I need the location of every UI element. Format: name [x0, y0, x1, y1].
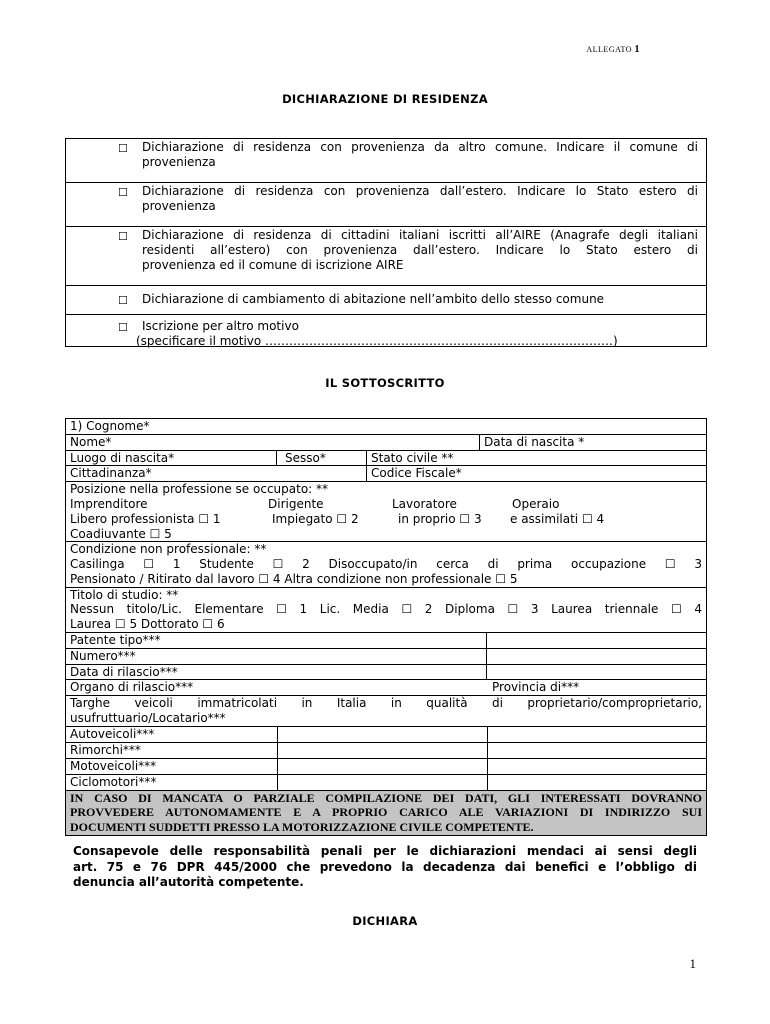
titolo-options-row[interactable]: Nessun titolo/Lic. Elementare ☐ 1 Lic. Media ☐ 2 Diploma ☐ 3 Laurea triennale ☐ 4	[70, 602, 702, 617]
form-row	[66, 419, 706, 435]
option-text: provenienza	[142, 199, 216, 213]
option-text: provenienza ed il comune di iscrizione AIRE	[142, 258, 404, 272]
condizione-options-row[interactable]: Casilinga ☐ 1 Studente ☐ 2 Disoccupato/in cerca di prima occupazione ☐ 3	[70, 556, 702, 571]
document-title: DICHIARAZIONE DI RESIDENZA	[282, 92, 488, 106]
options-table	[65, 138, 707, 347]
checkbox-icon[interactable]: ☐	[118, 230, 128, 243]
posizione-block	[66, 482, 706, 541]
autoveicoli-value-1[interactable]	[277, 727, 487, 742]
rimorchi-field[interactable]: Rimorchi***	[70, 742, 141, 757]
organo-rilascio-field[interactable]: Organo di rilascio***	[70, 680, 194, 695]
option-aire[interactable]	[66, 227, 706, 286]
warning-notice	[66, 791, 706, 835]
form-row-titolo	[66, 588, 706, 633]
form-row	[66, 466, 706, 482]
form-row	[66, 451, 706, 467]
warning-text: PROVVEDERE AUTONOMAMENTE E A PROPRIO CARICO ALE VARIAZIONI DI INDIRIZZO SUI	[70, 805, 702, 820]
warning-text: DOCUMENTI SUDDETTI PRESSO LA MOTORIZZAZIONE CIVILE COMPETENTE.	[70, 820, 534, 835]
checkbox-icon[interactable]: ☐	[118, 294, 128, 307]
cognome-field[interactable]: 1) Cognome*	[70, 419, 150, 433]
numero-field[interactable]: Numero***	[70, 648, 136, 663]
provincia-field[interactable]: Provincia di***	[492, 680, 580, 695]
condizione-options-row[interactable]: Pensionato / Ritirato dal lavoro ☐ 4 Altra condizione non professionale ☐ 5	[70, 571, 518, 586]
ciclomotori-value-1[interactable]	[277, 775, 487, 790]
declaration-paragraph	[73, 844, 697, 891]
motoveicoli-value-1[interactable]	[277, 759, 487, 774]
form-row	[66, 775, 706, 791]
targhe-block	[66, 696, 706, 726]
luogo-nascita-field[interactable]: Luogo di nascita*	[70, 450, 175, 465]
warning-text: IN CASO DI MANCATA O PARZIALE COMPILAZIONE DEI DATI, GLI INTERESSATI DOVRANNO	[70, 790, 702, 805]
option-text: Dichiarazione di cambiamento di abitazione nell’ambito dello stesso comune	[142, 292, 605, 306]
motoveicoli-value-2[interactable]	[487, 759, 706, 774]
targhe-text: usufruttuario/Locatario***	[70, 710, 226, 725]
option-text: Dichiarazione di residenza con provenienza da altro comune. Indicare il comune di	[142, 140, 698, 154]
patente-field[interactable]: Patente tipo***	[70, 632, 161, 647]
form-row-posizione	[66, 482, 706, 542]
section-title-sottoscritto: IL SOTTOSCRITTO	[325, 376, 445, 390]
titolo-options-row[interactable]: Laurea ☐ 5 Dottorato ☐ 6	[70, 617, 225, 632]
option-from-abroad[interactable]	[66, 183, 706, 227]
checkbox-icon[interactable]: ☐	[118, 186, 128, 199]
pos-operaio: Operaio	[512, 496, 560, 511]
nome-field[interactable]: Nome*	[70, 434, 112, 449]
motoveicoli-field[interactable]: Motoveicoli***	[70, 758, 157, 773]
form-row	[66, 649, 706, 665]
declaration-text: art. 75 e 76 DPR 445/2000 che prevedono la decadenza dai benefici e l’obbligo di	[73, 859, 697, 874]
rimorchi-value-2[interactable]	[487, 743, 706, 758]
option-text: residenti all’estero) con provenienza dall’estero. Indicare lo Stato estero di	[142, 243, 698, 257]
ciclomotori-field[interactable]: Ciclomotori***	[70, 774, 157, 789]
option-text: Dichiarazione di residenza di cittadini italiani iscritti all’AIRE (Anagrafe degli italiani	[142, 228, 698, 242]
pos-assimilati-option[interactable]: e assimilati ☐ 4	[510, 511, 605, 526]
rimorchi-value-1[interactable]	[277, 743, 487, 758]
option-same-comune[interactable]	[66, 286, 706, 315]
checkbox-icon[interactable]: ☐	[118, 321, 128, 334]
personal-data-form	[65, 418, 707, 836]
allegato-number: 1	[634, 44, 640, 55]
data-rilascio-field[interactable]: Data di rilascio***	[70, 664, 178, 679]
pos-coadiuvante-option[interactable]: Coadiuvante ☐ 5	[70, 526, 172, 541]
patente-value[interactable]	[486, 633, 706, 648]
form-row	[66, 633, 706, 649]
allegato-label	[586, 44, 640, 55]
pos-dirigente: Dirigente	[268, 496, 324, 511]
pos-imprenditore: Imprenditore	[70, 496, 148, 511]
autoveicoli-field[interactable]: Autoveicoli***	[70, 726, 155, 741]
declaration-text: denuncia all’autorità competente.	[73, 875, 304, 889]
pos-libero-professionista-option[interactable]: Libero professionista ☐ 1	[70, 511, 221, 526]
form-row	[66, 743, 706, 759]
ciclomotori-value-2[interactable]	[487, 775, 706, 790]
pos-lavoratore: Lavoratore	[392, 496, 457, 511]
checkbox-icon[interactable]: ☐	[118, 142, 128, 155]
option-text: provenienza	[142, 155, 216, 169]
dichiara-heading: DICHIARA	[352, 914, 418, 928]
declaration-text: Consapevole delle responsabilità penali per le dichiarazioni mendaci ai sensi degli	[73, 844, 697, 858]
sesso-field[interactable]: Sesso*	[276, 451, 366, 466]
autoveicoli-value-2[interactable]	[487, 727, 706, 742]
form-row	[66, 435, 706, 451]
pos-impiegato-option[interactable]: Impiegato ☐ 2	[272, 511, 359, 526]
option-other-reason[interactable]	[66, 315, 706, 346]
option-text: Dichiarazione di residenza con provenienza dall’estero. Indicare lo Stato estero di	[142, 184, 698, 198]
form-row	[66, 665, 706, 681]
form-row	[66, 727, 706, 743]
option-other-comune[interactable]	[66, 139, 706, 183]
targhe-text: Targhe veicoli immatricolati in Italia in qualità di proprietario/comproprietario,	[70, 696, 702, 711]
option-text: Iscrizione per altro motivo	[142, 319, 299, 333]
form-row-condizione	[66, 542, 706, 587]
posizione-title: Posizione nella professione se occupato: **	[70, 482, 329, 497]
cittadinanza-field[interactable]: Cittadinanza*	[70, 466, 152, 481]
codice-fiscale-blank[interactable]	[490, 466, 706, 481]
titolo-title: Titolo di studio: **	[70, 587, 179, 602]
allegato-text: ALLEGATO	[586, 45, 632, 54]
warning-row	[66, 791, 706, 836]
pos-in-proprio-option[interactable]: in proprio ☐ 3	[398, 511, 482, 526]
condizione-block	[66, 542, 706, 586]
page-number: 1	[689, 956, 696, 971]
numero-value[interactable]	[486, 649, 706, 664]
option-specify-text: (specificare il motivo ……………………………………………………………………………)	[136, 334, 618, 348]
data-rilascio-value[interactable]	[486, 665, 706, 680]
condizione-title: Condizione non professionale: **	[70, 542, 267, 557]
data-nascita-field[interactable]: Data di nascita *	[479, 435, 706, 450]
stato-civile-field[interactable]: Stato civile **	[366, 451, 706, 466]
form-row-targhe	[66, 696, 706, 727]
codice-fiscale-field[interactable]: Codice Fiscale*	[366, 466, 490, 481]
form-row	[66, 759, 706, 775]
form-row	[66, 680, 706, 696]
titolo-block	[66, 588, 706, 632]
